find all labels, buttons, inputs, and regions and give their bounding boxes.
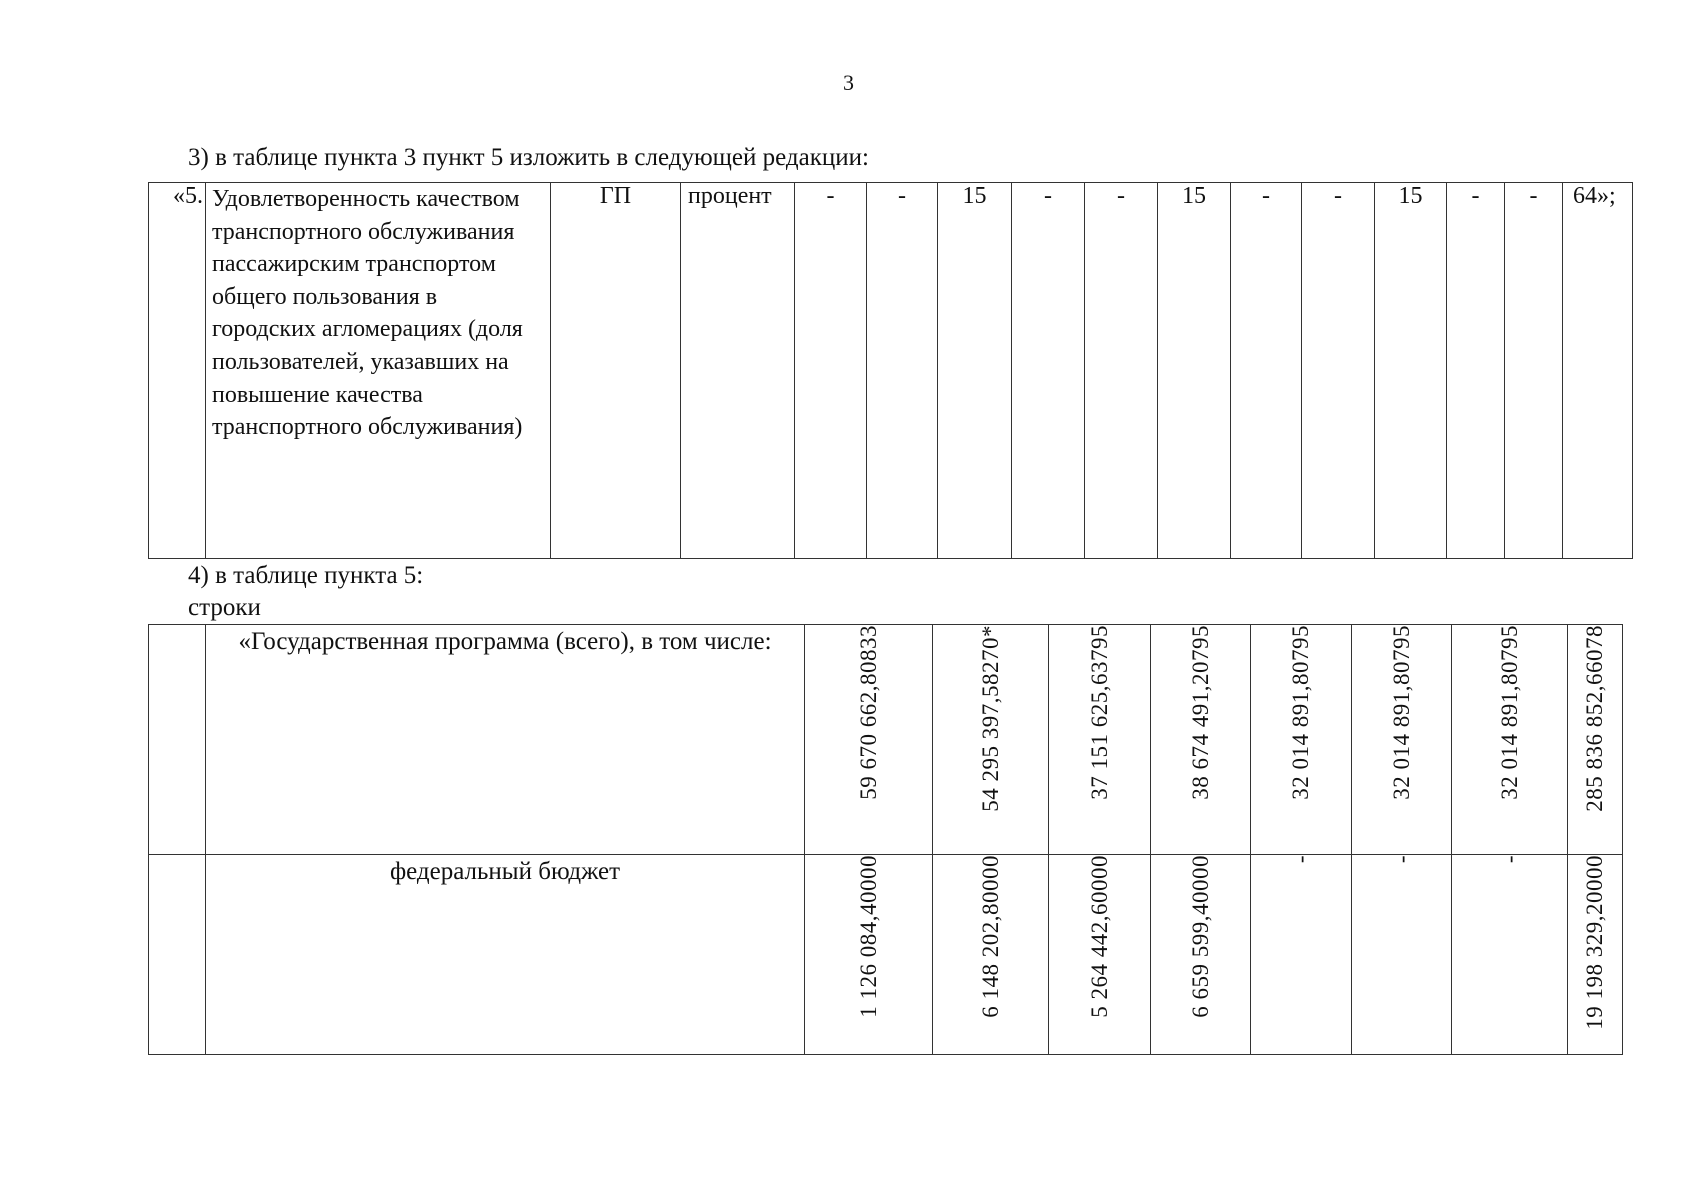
value-text: 32 014 891,80795 <box>1288 625 1313 800</box>
value-text: 32 014 891,80795 <box>1388 625 1414 800</box>
empty-cell <box>149 855 206 1055</box>
row-number: «5. <box>149 183 206 559</box>
value-cell <box>1251 625 1352 855</box>
value-text: 38 674 491,20795 <box>1187 625 1213 800</box>
value-cell <box>1049 625 1151 855</box>
value-text: 1 126 084,40000 <box>855 855 881 1018</box>
value-cell <box>805 855 933 1055</box>
paragraph-4: 4) в таблице пункта 5: <box>188 562 424 589</box>
indicator-type: ГП <box>551 183 681 559</box>
table-row <box>149 625 1623 855</box>
indicator-value: - <box>1231 183 1302 559</box>
value-cell <box>805 625 933 855</box>
indicator-unit: процент <box>681 183 795 559</box>
empty-cell <box>149 625 206 855</box>
indicator-value: - <box>1447 183 1505 559</box>
value-cell <box>1452 625 1568 855</box>
indicator-value: - <box>1505 183 1563 559</box>
finance-table <box>148 624 1623 1055</box>
value-text: 37 151 625,63795 <box>1086 625 1112 800</box>
row-label: федеральный бюджет <box>206 855 805 1055</box>
value-cell <box>1568 855 1623 1055</box>
value-cell <box>1452 855 1568 1055</box>
table-row <box>149 855 1623 1055</box>
indicator-value: - <box>1302 183 1375 559</box>
value-cell <box>1049 855 1151 1055</box>
value-cell <box>1352 625 1452 855</box>
value-cell <box>1151 625 1251 855</box>
value-text: 59 670 662,80833 <box>855 625 881 800</box>
paragraph-3: 3) в таблице пункта 3 пункт 5 изложить в следующей редакции: <box>188 144 869 171</box>
value-text: 19 198 329,20000 <box>1582 855 1607 1030</box>
value-text: 32 014 891,80795 <box>1496 625 1522 800</box>
value-cell <box>933 855 1049 1055</box>
paragraph-4-continued: строки <box>188 594 261 621</box>
indicator-value: 15 <box>1375 183 1447 559</box>
indicator-value: 15 <box>938 183 1012 559</box>
value-text: 6 659 599,40000 <box>1187 855 1213 1018</box>
indicator-row <box>149 183 1633 559</box>
indicator-value: - <box>795 183 867 559</box>
value-text: - <box>1388 855 1414 864</box>
page-number: 3 <box>843 70 854 95</box>
value-text: 6 148 202,80000 <box>977 855 1003 1018</box>
value-text: - <box>1288 855 1313 864</box>
value-text: 54 295 397,58270* <box>977 625 1003 812</box>
indicator-value: - <box>1085 183 1158 559</box>
value-cell <box>1568 625 1623 855</box>
indicator-name: Удовлетворенность качеством транспортного обслуживания пассажирским транспортом общего пользования в городских агломерациях (доля пользователей, указавших на повышение качества транспортного обслуживания) <box>206 183 551 559</box>
indicator-table <box>148 182 1633 559</box>
value-cell <box>1352 855 1452 1055</box>
value-text: 285 836 852,66078 <box>1582 625 1607 812</box>
value-cell <box>1251 855 1352 1055</box>
indicator-value: 15 <box>1158 183 1231 559</box>
indicator-value: 64»; <box>1563 183 1633 559</box>
indicator-value: - <box>1012 183 1085 559</box>
row-label: «Государственная программа (всего), в том числе: <box>206 625 805 855</box>
indicator-value: - <box>867 183 938 559</box>
value-text: - <box>1496 855 1522 864</box>
value-text: 5 264 442,60000 <box>1086 855 1112 1018</box>
value-cell <box>933 625 1049 855</box>
value-cell <box>1151 855 1251 1055</box>
